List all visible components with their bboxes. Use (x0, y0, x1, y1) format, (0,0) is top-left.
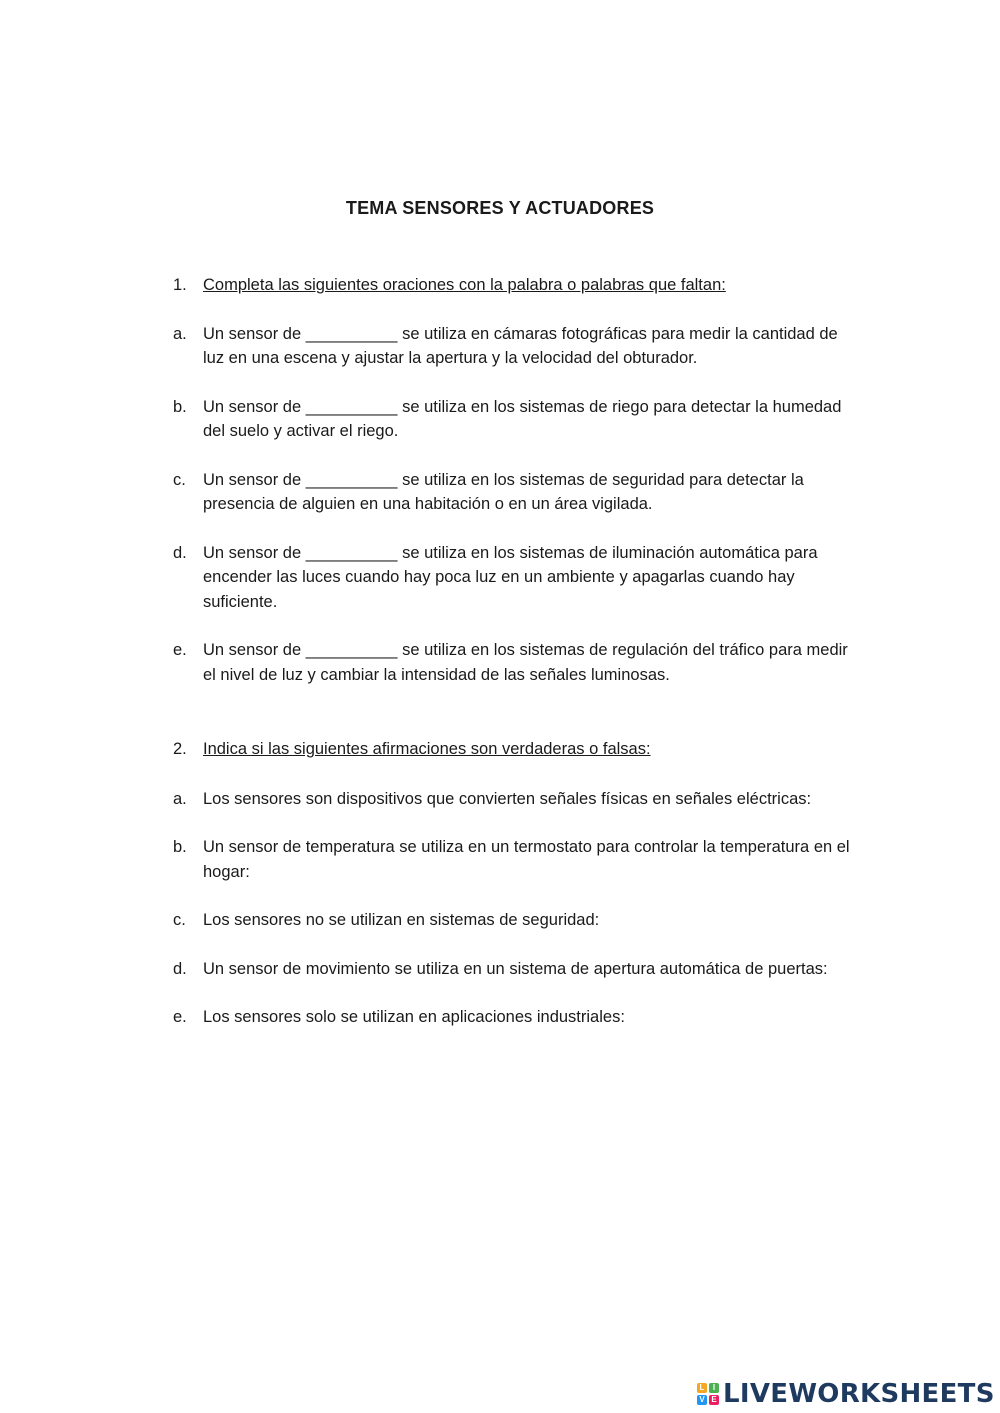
item-marker: d. (173, 959, 187, 978)
logo-letter-l: L (697, 1383, 707, 1393)
item-text: Los sensores son dispositivos que convierten señales físicas en señales eléctricas: (203, 789, 812, 808)
question-number: 1. (173, 276, 187, 294)
question-2-item-c (173, 908, 863, 933)
item-marker: e. (173, 1008, 187, 1026)
item-marker: b. (173, 397, 187, 416)
worksheet-content (173, 273, 863, 1054)
logo-letter-e: E (709, 1395, 719, 1405)
liveworksheets-logo-icon (697, 1383, 719, 1405)
liveworksheets-logo (697, 1378, 995, 1410)
question-2-item-d (173, 957, 863, 982)
item-text: Un sensor de temperatura se utiliza en un termostato para controlar la temperatura en el hogar: (203, 838, 850, 881)
logo-letter-i: I (709, 1383, 719, 1393)
item-marker: a. (173, 789, 187, 808)
question-2-item-b (173, 835, 863, 884)
question-1-item-b (173, 395, 863, 444)
question-1-item-a (173, 322, 863, 371)
question-2-instruction: Indica si las siguientes afirmaciones son verdaderas o falsas: (203, 740, 651, 758)
item-marker: d. (173, 543, 187, 562)
item-marker: c. (173, 470, 186, 489)
item-text: Un sensor de __________ se utiliza en los sistemas de iluminación automática para encender las luces cuando hay poca luz en un ambiente y apagarlas cuando hay suficiente. (203, 543, 818, 611)
question-2-header (173, 737, 863, 762)
question-1-instruction: Completa las siguientes oraciones con la palabra o palabras que faltan: (203, 276, 726, 294)
item-marker: b. (173, 838, 187, 856)
question-number: 2. (173, 740, 187, 758)
item-text: Un sensor de __________ se utiliza en los sistemas de riego para detectar la humedad del suelo y activar el riego. (203, 397, 842, 440)
question-2-item-a (173, 787, 863, 812)
item-text: Los sensores no se utilizan en sistemas de seguridad: (203, 911, 600, 929)
liveworksheets-logo-text: LIVEWORKSHEETS (723, 1379, 995, 1409)
item-text: Un sensor de __________ se utiliza en cámaras fotográficas para medir la cantidad de luz en una escena y ajustar la apertura y la velocidad del obturador. (203, 324, 838, 367)
item-marker: a. (173, 324, 187, 343)
item-text: Un sensor de __________ se utiliza en los sistemas de seguridad para detectar la presencia de alguien en una habitación o en un área vigilada. (203, 470, 804, 513)
item-text: Los sensores solo se utilizan en aplicaciones industriales: (203, 1008, 625, 1026)
item-text: Un sensor de movimiento se utiliza en un sistema de apertura automática de puertas: (203, 959, 828, 978)
logo-letter-v: V (697, 1395, 707, 1405)
item-text: Un sensor de __________ se utiliza en los sistemas de regulación del tráfico para medir el nivel de luz y cambiar la intensidad de las señales luminosas. (203, 641, 848, 684)
question-1-item-e (173, 638, 863, 687)
question-1-header (173, 273, 863, 298)
question-2-item-e (173, 1005, 863, 1030)
question-1-item-d (173, 541, 863, 615)
item-marker: e. (173, 641, 187, 659)
page-title: TEMA SENSORES Y ACTUADORES (345, 198, 655, 218)
question-1-item-c (173, 468, 863, 517)
item-marker: c. (173, 911, 186, 929)
